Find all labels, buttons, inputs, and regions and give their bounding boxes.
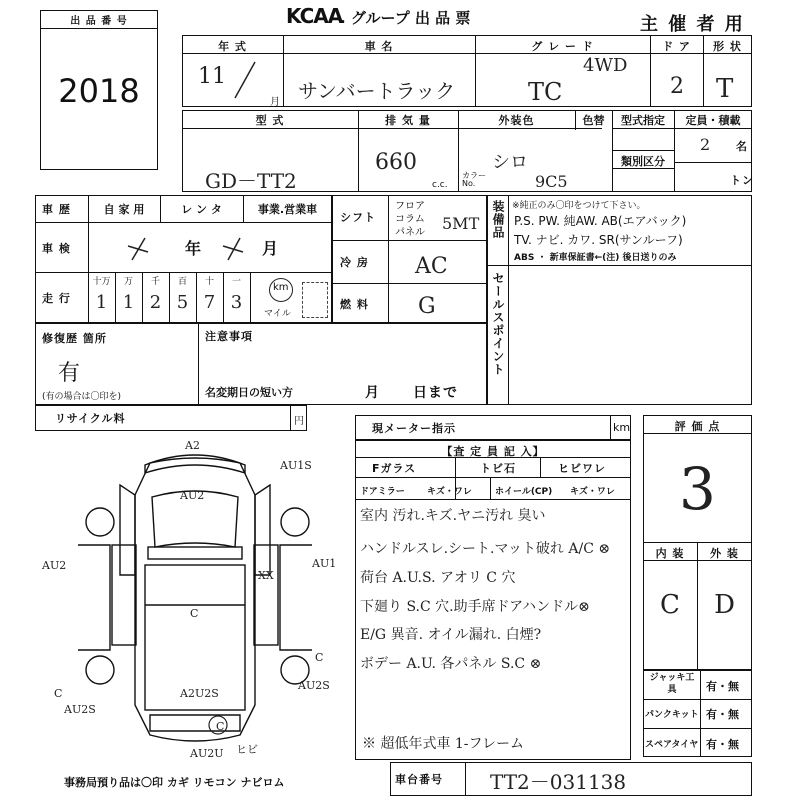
inspection-marks: [110, 230, 320, 266]
year-slash: [225, 58, 265, 102]
model-value: GD－TT2: [205, 169, 297, 193]
repair-note: (有の場合は〇印を): [42, 392, 122, 402]
shift-label: シフト: [340, 211, 376, 224]
inspector-header: 【査 定 員 記 入】: [441, 445, 545, 458]
chassis-value: TT2－031138: [490, 770, 627, 794]
mileage-digit-1: 1: [122, 292, 135, 313]
capacity-value: 2: [700, 135, 711, 154]
inspector-line-0: 室内 汚れ.キズ.ヤニ汚れ 臭い: [360, 508, 546, 524]
wheel-label: ホイール(CP): [495, 487, 553, 497]
diagram-mark-c-tail: C: [216, 720, 225, 733]
year-value: 11: [198, 64, 226, 89]
jack-value[interactable]: 有・無: [706, 680, 739, 693]
diagram-mark-c-left: C: [54, 687, 63, 700]
diagram-mark-au1-right: AU1: [312, 557, 337, 570]
score-value: 3: [679, 455, 716, 523]
body-value: T: [716, 74, 734, 104]
model-spec-label: 型式指定: [621, 114, 665, 127]
capacity-unit: 名: [736, 140, 748, 153]
mirror-value: キズ・ワレ: [427, 487, 472, 497]
aircon-value: AC: [415, 254, 448, 279]
repaint-label: 色替: [582, 114, 605, 127]
mileage-digit-5: 3: [230, 292, 243, 313]
meter-unit: km: [613, 421, 631, 434]
shift-option-floor[interactable]: フロア: [395, 201, 425, 212]
mileage-digit-3: 5: [176, 292, 189, 313]
inspection-label: 車 検: [42, 242, 71, 255]
diagram-mark-c-center: C: [190, 607, 199, 620]
glass-label: Fガラス: [372, 462, 417, 475]
diagram-mark-xx: XX: [258, 569, 274, 582]
digit-label-3: 百: [177, 277, 187, 287]
equipment-line3: ABS ・ 新車保証書←(注) 後日送りのみ: [514, 253, 677, 263]
diagram-mark-au2s-left: AU2S: [64, 703, 96, 716]
mileage-digit-0: 1: [95, 292, 108, 313]
diagram-mark-hibi: ヒビ: [236, 743, 258, 756]
sales-point-label: セールスポイント: [491, 272, 505, 376]
month-unit: 月: [270, 97, 280, 108]
equipment-note: ※純正のみ〇印をつけて下さい。: [512, 201, 646, 211]
chassis-label: 車台番号: [395, 773, 443, 786]
diagram-mark-au2-left: AU2: [42, 559, 67, 572]
wheel-value: キズ・ワレ: [570, 487, 615, 497]
shift-value: 5MT: [442, 214, 480, 233]
equipment-line1: P.S. PW. 純AW. AB(エアバック): [514, 214, 687, 228]
car-name-value: サンバートラック: [298, 79, 456, 103]
interior-value: C: [660, 590, 680, 620]
history-option-rental[interactable]: レ ン タ: [181, 203, 222, 216]
history-label: 車 歴: [42, 203, 71, 216]
digit-label-4: 十: [204, 277, 214, 287]
diagram-mark-au1s: AU1S: [280, 459, 312, 472]
host-label: 主 催 者 用: [640, 14, 745, 35]
name-label: 車 名: [364, 40, 394, 53]
exterior-label: 外 装: [710, 547, 739, 560]
door-label: ド ア: [662, 40, 691, 53]
notes-short-label: 名変期日の短い方: [205, 386, 293, 399]
model-label: 型 式: [255, 114, 285, 127]
mirror-label: ドアミラー: [360, 487, 405, 497]
inspection-year: 年: [185, 239, 203, 258]
spare-tire-value[interactable]: 有・無: [706, 738, 739, 751]
body-label: 形 状: [713, 40, 742, 53]
equipment-line2: TV. ナビ. カワ. SR(サンルーフ): [514, 233, 683, 247]
diagram-mark-au2-top: AU2: [180, 489, 205, 502]
shift-option-column[interactable]: コラム: [395, 214, 425, 225]
grade-label: グ レ ー ド: [531, 40, 594, 53]
footer-text: 事務局預り品は〇印 カギ リモコン ナビロム: [64, 776, 285, 789]
lot-number: 2018: [58, 72, 140, 110]
mileage-label: 走 行: [42, 292, 71, 305]
puncture-kit-value[interactable]: 有・無: [706, 708, 739, 721]
shift-option-panel[interactable]: パネル: [395, 227, 425, 238]
digit-label-1: 万: [123, 277, 133, 287]
exterior-value: D: [714, 590, 735, 620]
equipment-label: 装備品: [491, 200, 505, 239]
jack-label: ジャッキ工 具: [649, 673, 695, 695]
digit-label-2: 千: [150, 277, 160, 287]
spare-tire-label: スペアタイヤ: [645, 740, 699, 750]
diagram-mark-a2u2s: A2U2S: [180, 687, 219, 700]
chip-label: トビ石: [480, 462, 516, 475]
score-label: 評 価 点: [674, 420, 721, 433]
displacement-label: 排 気 量: [385, 114, 431, 127]
diagram-mark-a2: A2: [185, 439, 200, 452]
inspector-line-3: 下廻り S.C 穴.助手席ドアハンドル⊗: [360, 599, 590, 615]
mileage-check-box[interactable]: [302, 282, 328, 318]
inspection-month: 月: [262, 239, 280, 258]
displacement-value: 660: [375, 150, 417, 175]
form-title: . グループ 出 品 票: [340, 9, 471, 27]
color-value: シロ: [492, 152, 528, 173]
aircon-label: 冷 房: [340, 256, 369, 269]
repair-label: 修復歴 箇所: [42, 332, 107, 345]
repair-value: 有: [58, 361, 81, 386]
notes-month: 月: [365, 385, 380, 401]
color-no-label: カラー No.: [462, 171, 486, 188]
interior-label: 内 装: [655, 547, 685, 560]
lot-header: 出 品 番 号: [70, 16, 128, 27]
puncture-kit-label: パンクキット: [645, 710, 699, 720]
color-label: 外装色: [498, 114, 535, 127]
category-label: 類別区分: [621, 155, 665, 168]
mileage-digit-4: 7: [203, 292, 216, 313]
car-diagram: [40, 435, 350, 765]
notes-label: 注意事項: [205, 330, 253, 343]
inspector-line-5: ボデー A.U. 各パネル S.C ⊗: [360, 656, 542, 672]
mileage-digit-2: 2: [149, 292, 162, 313]
inspector-line-1: ハンドルスレ.シート.マット破れ A/C ⊗: [360, 541, 611, 557]
drive-value: 4WD: [583, 55, 628, 76]
capacity-label: 定員・積載: [685, 114, 741, 127]
recycle-unit: 円: [294, 416, 304, 427]
diagram-mark-c-right: C: [315, 651, 324, 664]
inspector-line-4: E/G 異音. オイル漏れ. 白煙?: [360, 627, 542, 643]
digit-label-0: 十万: [92, 277, 111, 287]
meter-label: 現メーター指示: [372, 422, 456, 435]
inspector-line-2: 荷台 A.U.S. アオリ C 穴: [360, 570, 516, 586]
logo: KCAA: [286, 4, 343, 28]
history-option-private[interactable]: 自 家 用: [103, 203, 145, 216]
recycle-label: リサイクル料: [55, 412, 126, 425]
notes-day: 日まで: [413, 385, 458, 401]
year-label: 年 式: [218, 40, 247, 53]
fuel-value: G: [418, 294, 436, 319]
fuel-label: 燃 料: [340, 298, 369, 311]
inspector-line-6: ※ 超低年式車 1-フレーム: [362, 736, 524, 752]
digit-label-5: 一: [231, 277, 241, 287]
grade-value: TC: [528, 78, 563, 106]
color-no-value: 9C5: [535, 172, 568, 191]
door-value: 2: [670, 74, 684, 99]
crack-label: ヒビワレ: [558, 462, 606, 475]
cc-unit: c.c.: [432, 180, 448, 190]
km-unit: km: [273, 282, 289, 293]
diagram-mark-au2u: AU2U: [190, 747, 224, 760]
diagram-mark-au2s-right: AU2S: [298, 679, 330, 692]
mile-unit: マイル: [264, 309, 291, 319]
history-option-business[interactable]: 事業.営業車: [257, 203, 318, 216]
load-unit: トン: [730, 174, 754, 187]
